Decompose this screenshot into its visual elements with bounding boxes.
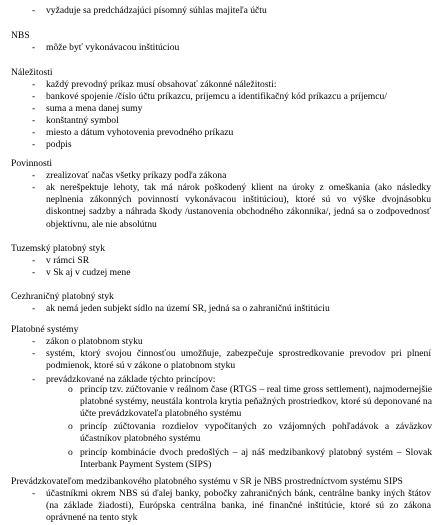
bullet-dash: - xyxy=(32,79,36,90)
subbullet-circle: o xyxy=(68,447,73,458)
bullet-dash: - xyxy=(32,115,36,126)
subbullet-circle: o xyxy=(68,384,73,395)
sub-list-item: princíp tzv. zúčtovanie v reálnom čase (RTGS – real time gross settlement), najmodernejšie platobné systémy, neustála kontrola krytia peňažných prostriedkov, ktoré sú deponované na účte prevádzkovateľa platobného systému xyxy=(80,384,432,420)
list-item: v rámci SR xyxy=(46,255,90,266)
bullet-dash: - xyxy=(32,374,36,385)
section-heading-nalezitosti: Náležitosti xyxy=(11,67,53,78)
list-item: bankové spojenie /číslo účtu príkazcu, príjemcu a identifikačný kód príkazcu a príjemcu/ xyxy=(46,91,387,102)
list-item: účastníkmi okrem NBS sú ďalej banky, pobočky zahraničných bánk, centrálne banky iných štátov (na základe žiadosti), Európska centrálna banka, iné finančné inštitúcie, ktoré sú zo zákona oprávnené na tento styk xyxy=(46,488,431,524)
section-heading-povinnosti: Povinnosti xyxy=(11,158,53,169)
list-item: môže byť vykonávacou inštitúciou xyxy=(46,42,180,53)
section-heading-cezhranicny: Cezhraničný platobný styk xyxy=(11,291,114,302)
section-heading-platobne-systemy: Platobné systémy xyxy=(11,324,79,335)
list-item: podpis xyxy=(46,139,72,150)
list-item: každý prevodný príkaz musí obsahovať zákonné náležitosti: xyxy=(46,79,277,90)
list-item: suma a mena danej sumy xyxy=(46,103,143,114)
bullet-dash: - xyxy=(32,255,36,266)
sub-list-item: princíp zúčtovania rozdielov vypočítaných zo vzájomných pohľadávok a záväzkov účastníkov platobného systému xyxy=(80,421,432,445)
bullet-dash: - xyxy=(32,127,36,138)
bullet-dash: - xyxy=(32,170,36,181)
list-item: systém, ktorý svojou činnosťou umožňuje, zabezpečuje sprostredkovanie prevodov pri plnení podmienok, ktoré sú v zákone o platobnom styku xyxy=(46,348,431,372)
list-item: miesto a dátum vyhotovenia prevodného príkazu xyxy=(46,127,234,138)
list-item: zákon o platobnom styku xyxy=(46,336,143,347)
list-item: zrealizovať načas všetky príkazy podľa zákona xyxy=(46,170,227,181)
sub-list-item: princíp kombinácie dvoch predošlých – aj náš medzibankový platobný systém – Slovak Interbank Payment System (SIPS) xyxy=(80,447,432,471)
bullet-dash: - xyxy=(32,488,36,499)
list-item: konštantný symbol xyxy=(46,115,119,126)
bullet-dash: - xyxy=(32,91,36,102)
intro-bullet-text: vyžaduje sa predchádzajúci písomný súhlas majiteľa účtu xyxy=(46,5,267,16)
section-heading-nbs: NBS xyxy=(11,30,30,41)
bullet-dash: - xyxy=(32,5,36,16)
bullet-dash: - xyxy=(32,139,36,150)
list-item: v Sk aj v cudzej mene xyxy=(46,267,131,278)
list-item: ak nerešpektuje lehoty, tak má nárok poškodený klient na úroky z omeškania (ako následky neplnenia zákonných povinností vykonávacou inštitúciou), ktoré sú vo výške dvojnásobku diskontnej sadzby a náhrada škody /ustanovenia obchodného zákonníka/, jedná sa o zodpovednosť objektívnu, ale nie absolútnu xyxy=(46,182,431,230)
bullet-dash: - xyxy=(32,348,36,359)
list-item: ak nemá jeden subjekt sídlo na území SR, jedná sa o zahraničnú inštitúciu xyxy=(46,303,330,314)
bullet-dash: - xyxy=(32,303,36,314)
section-heading-prevadzkovatel: Prevádzkovateľom medzibankového platobného systému v SR je NBS prostredníctvom systému SIPS xyxy=(11,476,403,487)
bullet-dash: - xyxy=(32,267,36,278)
subbullet-circle: o xyxy=(68,421,73,432)
bullet-dash: - xyxy=(32,42,36,53)
list-item: prevádzkované na základe týchto princípov: xyxy=(46,374,216,385)
bullet-dash: - xyxy=(32,182,36,193)
bullet-dash: - xyxy=(32,336,36,347)
bullet-dash: - xyxy=(32,103,36,114)
section-heading-tuzemsky: Tuzemský platobný styk xyxy=(11,243,105,254)
